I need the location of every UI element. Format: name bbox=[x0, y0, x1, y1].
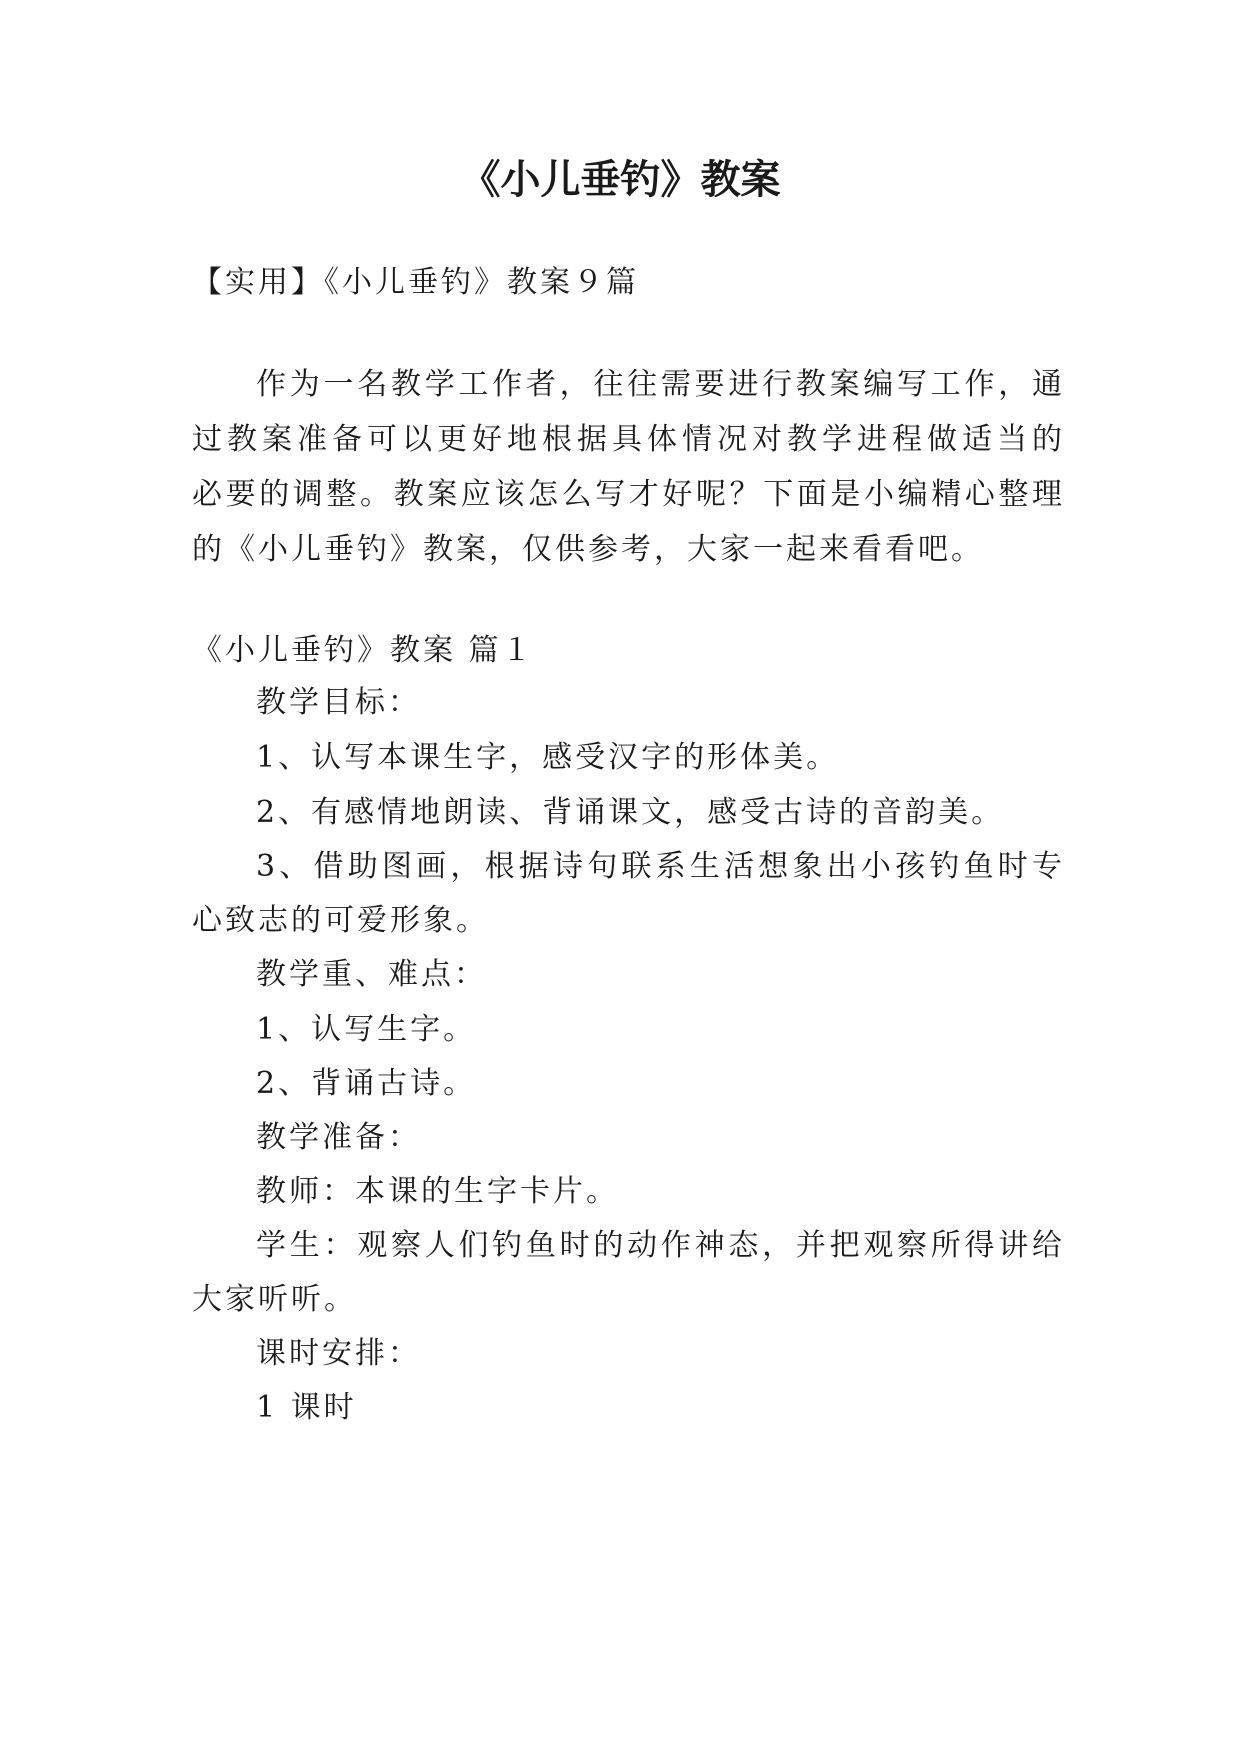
body-line-student-prep: 学生：观察人们钓鱼时的动作神态，并把观察所得讲给 bbox=[256, 1228, 1062, 1263]
body-line-student-prep-cont: 大家听听。 bbox=[192, 1282, 357, 1317]
body-line-goal-1: 1、认写本课生字，感受汉字的形体美。 bbox=[256, 740, 840, 775]
intro-line-2: 过教案准备可以更好地根据具体情况对教学进程做适当的 bbox=[192, 422, 1062, 457]
body-line-preparation: 教学准备： bbox=[256, 1120, 421, 1155]
body-line-schedule-value: 1 课时 bbox=[256, 1390, 357, 1425]
body-line-key-1: 1、认写生字。 bbox=[256, 1012, 477, 1047]
body-line-teacher-prep: 教师：本课的生字卡片。 bbox=[256, 1174, 619, 1209]
body-line-teaching-goals: 教学目标： bbox=[256, 685, 421, 720]
body-line-goal-3-cont: 心致志的可爱形象。 bbox=[192, 903, 489, 938]
document-subtitle: 【实用】《小儿垂钓》教案９篇 bbox=[192, 265, 639, 300]
intro-line-1: 作为一名教学工作者，往往需要进行教案编写工作，通 bbox=[256, 367, 1062, 402]
section-heading: 《小儿垂钓》教案 篇１ bbox=[192, 633, 535, 668]
document-title: 《小儿垂钓》教案 bbox=[460, 157, 781, 203]
body-line-schedule: 课时安排： bbox=[256, 1336, 421, 1371]
body-line-goal-3: 3、借助图画，根据诗句联系生活想象出小孩钓鱼时专 bbox=[256, 849, 1062, 884]
intro-line-4: 的《小儿垂钓》教案，仅供参考，大家一起来看看吧。 bbox=[192, 532, 984, 567]
body-line-key-2: 2、背诵古诗。 bbox=[256, 1066, 477, 1101]
intro-line-3: 必要的调整。教案应该怎么写才好呢？下面是小编精心整理 bbox=[192, 477, 1062, 512]
body-line-goal-2: 2、有感情地朗读、背诵课文，感受古诗的音韵美。 bbox=[256, 795, 1005, 830]
body-line-key-points: 教学重、难点： bbox=[256, 957, 487, 992]
